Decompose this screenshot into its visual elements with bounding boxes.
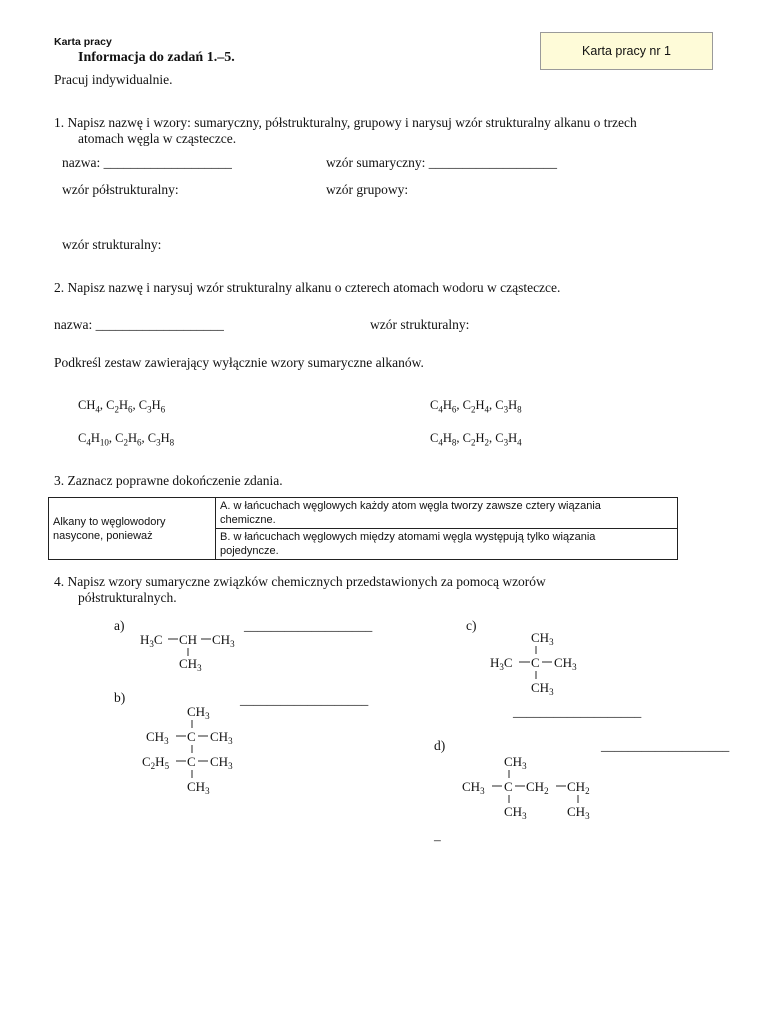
task2-name-field[interactable]: nazwa: ___________________ [54, 317, 224, 332]
formula-a-h3c: $H_3C$ [140, 632, 163, 649]
task2-structural-label: wzór strukturalny: [370, 317, 470, 332]
formula-element: H [508, 431, 518, 445]
formula-subscript: 2 [484, 437, 489, 448]
formula-subscript: 6 [128, 404, 133, 415]
formula-c-h3c: $H_3C$ [490, 655, 513, 672]
task1-group-label: wzór grupowy: [326, 182, 409, 197]
formula-element: , C [108, 431, 124, 445]
formula-element: H [475, 431, 485, 445]
task4-text-line1: 4. Napisz wzory sumaryczne związków chemicznych przedstawionych za pomocą wzorów [54, 574, 546, 589]
option-b[interactable]: B. w łańcuchach węglowych między atomami węgla występują tylko wiązania pojedyncze. [216, 529, 678, 560]
task3-text: 3. Zaznacz poprawne dokończenie zdania. [54, 473, 283, 488]
label-a: a) [114, 618, 125, 633]
formula-b-right-ch3-2: $CH_3$ [210, 754, 233, 771]
answer-blank-c[interactable]: ___________________ [513, 704, 642, 719]
formula-d-bottom-ch3: $CH_3$ [504, 804, 527, 821]
formula-c-center: C [531, 655, 540, 670]
option-a[interactable]: A. w łańcuchach węglowych każdy atom węgla tworzy zawsze cztery wiązania chemiczne. [216, 498, 678, 529]
formula-b-diagram [140, 702, 250, 794]
formula-subscript: 4 [86, 437, 91, 448]
underline-instruction: Podkreśl zestaw zawierający wyłącznie wzory sumaryczne alkanów. [54, 355, 424, 370]
task1-semistructural-label: wzór półstrukturalny: [62, 182, 179, 197]
formula-c-top-ch3: $CH_3$ [531, 630, 554, 647]
formula-subscript: 4 [438, 437, 443, 448]
formula-subscript: 10 [99, 437, 109, 448]
formula-d-ch2-1: $CH_2$ [526, 779, 549, 796]
task1-text-line2: atomach węgla w cząsteczce. [78, 131, 237, 146]
stray-dash: – [434, 832, 441, 847]
formula-element: H [160, 431, 170, 445]
formula-subscript: 6 [137, 437, 142, 448]
formula-a-ch: CH [179, 632, 198, 647]
formula-element: , C [132, 398, 148, 412]
formula-b-c2h5: $C_2H_5$ [142, 754, 170, 771]
formula-element: H [442, 398, 452, 412]
formula-a-branch: $CH_3$ [179, 656, 202, 673]
formula-d-left-ch3: $CH_3$ [462, 779, 485, 796]
task1-name-field[interactable]: nazwa: ___________________ [62, 155, 232, 170]
formula-b-left-ch3: $CH_3$ [146, 729, 169, 746]
formula-set-1[interactable] [78, 398, 165, 415]
formula-element: H [90, 431, 100, 445]
formula-b-right-ch3-1: $CH_3$ [210, 729, 233, 746]
formula-subscript: 2 [123, 437, 128, 448]
label-c: c) [466, 618, 477, 633]
formula-subscript: 2 [470, 437, 476, 448]
formula-subscript: 4 [438, 404, 443, 415]
formula-element: C [430, 431, 439, 445]
formula-set-4[interactable] [430, 431, 522, 448]
formula-b-c2: C [187, 754, 196, 769]
formula-subscript: 6 [160, 404, 166, 415]
formula-element: , C [489, 398, 504, 412]
task4-text-line2: półstrukturalnych. [78, 590, 177, 605]
formula-d-ch2-2: $CH_2$ [567, 779, 590, 796]
formula-b-c1: C [187, 729, 196, 744]
formula-a-diagram [138, 628, 248, 674]
formula-subscript: 6 [451, 404, 457, 415]
question-stem: Alkany to węglowodory nasycone, ponieważ [49, 498, 216, 560]
formula-subscript: 4 [95, 404, 100, 415]
formula-d-top-ch3: $CH_3$ [504, 754, 527, 771]
formula-element: H [151, 398, 161, 412]
formula-element: C [78, 431, 87, 445]
formula-subscript: 8 [451, 437, 457, 448]
formula-subscript: 3 [156, 437, 161, 448]
formula-c-diagram [488, 628, 588, 698]
formula-c-right-ch3: $CH_3$ [554, 655, 577, 672]
task2-text: 2. Napisz nazwę i narysuj wzór strukturalny alkanu o czterech atomach wodoru w cząsteczce. [54, 280, 561, 295]
formula-element: , C [99, 398, 115, 412]
formula-element: H [442, 431, 452, 445]
worksheet-badge: Karta pracy nr 1 [540, 32, 713, 70]
formula-element: , C [456, 398, 471, 412]
formula-a-ch3: $CH_3$ [212, 632, 235, 649]
formula-element: , C [456, 431, 471, 445]
formula-subscript: 3 [503, 404, 509, 415]
label-d: d) [434, 738, 446, 753]
formula-element: H [118, 398, 128, 412]
formula-subscript: 2 [114, 404, 119, 415]
formula-set-2[interactable] [430, 398, 522, 415]
formula-b-bottom-ch3: $CH_3$ [187, 779, 210, 796]
formula-subscript: 4 [484, 404, 489, 415]
formula-element: H [127, 431, 137, 445]
formula-subscript: 3 [147, 404, 152, 415]
formula-element: H [508, 398, 518, 412]
formula-set-3[interactable] [78, 431, 174, 448]
formula-element: , C [489, 431, 504, 445]
formula-element: , C [141, 431, 157, 445]
formula-element: C [430, 398, 439, 412]
formula-d-c: C [504, 779, 513, 794]
formula-subscript: 8 [517, 404, 522, 415]
task1-structural-label: wzór strukturalny: [62, 237, 162, 252]
formula-element: H [475, 398, 485, 412]
worksheet-label: Karta pracy [54, 36, 112, 48]
instruction: Pracuj indywidualnie. [54, 72, 173, 87]
formula-subscript: 4 [517, 437, 522, 448]
formula-subscript: 8 [169, 437, 175, 448]
formula-element: CH [78, 398, 96, 412]
formula-c-bottom-ch3: $CH_3$ [531, 680, 554, 697]
task1-molecular-field[interactable]: wzór sumaryczny: ___________________ [326, 155, 557, 170]
formula-d-diagram [460, 752, 605, 822]
answer-blank-d[interactable]: ___________________ [601, 738, 730, 753]
answer-blank-b[interactable]: ___________________ [240, 692, 369, 707]
answer-blank-a[interactable]: ___________________ [244, 618, 373, 633]
task1-text-line1: 1. Napisz nazwę i wzory: sumaryczny, półstrukturalny, grupowy i narysuj wzór strukturalny alkanu o trzech [54, 115, 637, 130]
formula-d-end-ch3: $CH_3$ [567, 804, 590, 821]
formula-b-top-ch3: $CH_3$ [187, 704, 210, 721]
formula-subscript: 3 [503, 437, 509, 448]
answer-table [48, 497, 678, 560]
info-title: Informacja do zadań 1.–5. [78, 50, 235, 65]
label-b: b) [114, 690, 126, 705]
formula-subscript: 2 [470, 404, 476, 415]
